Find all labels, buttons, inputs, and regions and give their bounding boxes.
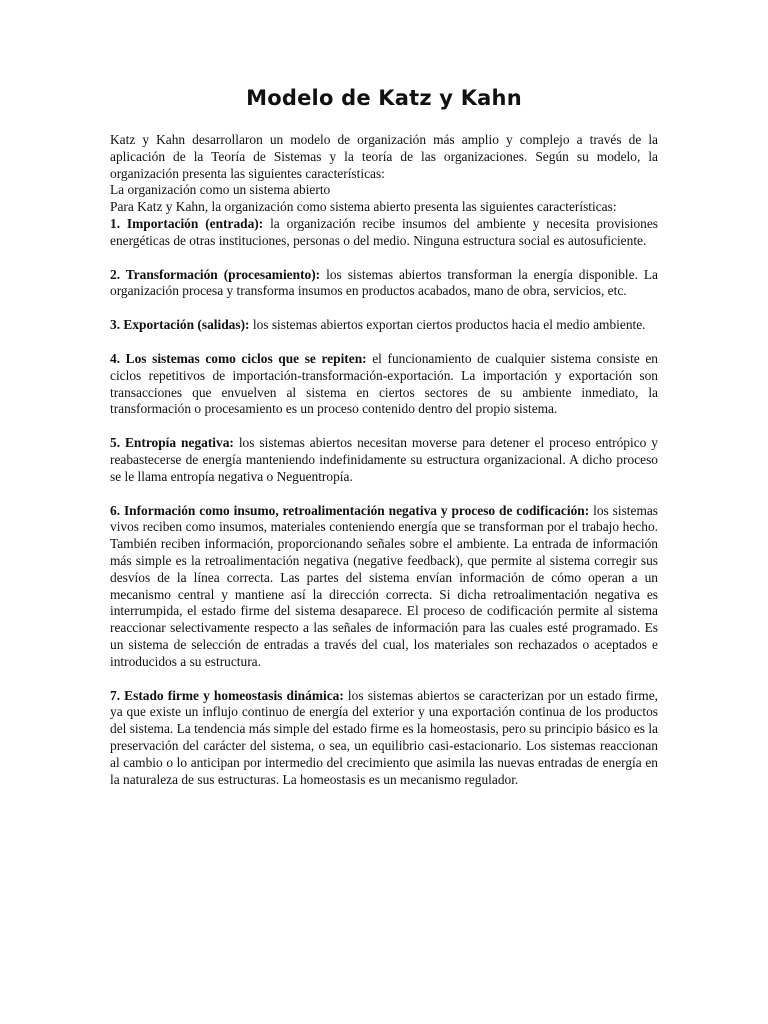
section-text: los sistemas abiertos necesitan moverse para detener el proceso entrópico y reabastecerse de energía manteniendo indefinidamente su estructura organizacional. A dicho proceso se le llama entropía negativa o Neguentropía. [110,435,658,484]
section-heading: 7. Estado firme y homeostasis dinámica: [110,687,344,703]
section-heading: 5. Entropía negativa: [110,435,234,451]
section-text: los sistemas abiertos transforman la energía disponible. La organización procesa y transforma insumos en productos acabados, mano de obra, servicios, etc. [110,266,658,299]
section-3 [110,317,658,334]
section-2 [110,267,658,301]
section-heading: 2. Transformación (procesamiento): [110,266,321,282]
section-7 [110,688,658,789]
section-text: la organización recibe insumos del ambiente y necesita provisiones energéticas de otras instituciones, personas o del medio. Ninguna estructura social es autosuficiente. [110,215,658,248]
document-body [110,132,658,788]
section-heading: 1. Importación (entrada): [110,215,264,231]
section-heading: 4. Los sistemas como ciclos que se repiten: [110,350,367,366]
section-5 [110,435,658,485]
section-heading: 6. Información como insumo, retroalimentación negativa y proceso de codificación: [110,502,590,518]
section-heading: 3. Exportación (salidas): [110,317,250,333]
section-6 [110,503,658,671]
section-text: el funcionamiento de cualquier sistema consiste en ciclos repetitivos de importación-transformación-exportación. La importación y exportación son transacciones que envuelven al sistema en ciertos sectores de su ambiente inmediato, la transformación o procesamiento es un proceso contenido dentro del propio sistema. [110,350,658,417]
intro-paragraph: Katz y Kahn desarrollaron un modelo de organización más amplio y complejo a través de la aplicación de la Teoría de Sistemas y la teoría de las organizaciones. Según su modelo, la organización presenta las siguientes características: La organización como un sistema abierto Para Katz y Kahn, la organización como sistema abierto presenta las siguientes características: [110,132,658,215]
section-text: los sistemas abiertos exportan ciertos productos hacia el medio ambiente. [249,317,646,333]
section-1 [110,216,658,250]
section-text: los sistemas abiertos se caracterizan por un estado firme, ya que existe un influjo continuo de energía del exterior y una exportación continua de los productos del sistema. La tendencia más simple del estado firme es la homeostasis, pero su principio básico es la preservación del carácter del sistema, o sea, un equilibrio casi-estacionario. Los sistemas reaccionan al cambio o lo anticipan por intermedio del crecimiento que asimila las nuevas entradas de energía en la naturaleza de sus estructuras. La homeostasis es un mecanismo regulador. [110,687,658,787]
page-title: Modelo de Katz y Kahn [246,86,522,110]
section-text: los sistemas vivos reciben como insumos, materiales conteniendo energía que se transforman por el trabajo hecho. También reciben información, proporcionando señales sobre el ambiente. La entrada de información más simple es la retroalimentación negativa (negative feedback), que permite al sistema corregir sus desvíos de la línea correcta. Las partes del sistema envían información de cómo operan a un mecanismo central y mantiene así la dirección correcta. Si dicha retroalimentación negativa es interrumpida, el estado firme del sistema desaparece. El proceso de codificación permite al sistema reaccionar selectivamente respecto a las señales de información para las cuales esté programado. Es un sistema de selección de entradas a través del cual, los materiales son rechazados o aceptados e introducidos a su estructura. [110,502,659,669]
section-4 [110,351,658,418]
